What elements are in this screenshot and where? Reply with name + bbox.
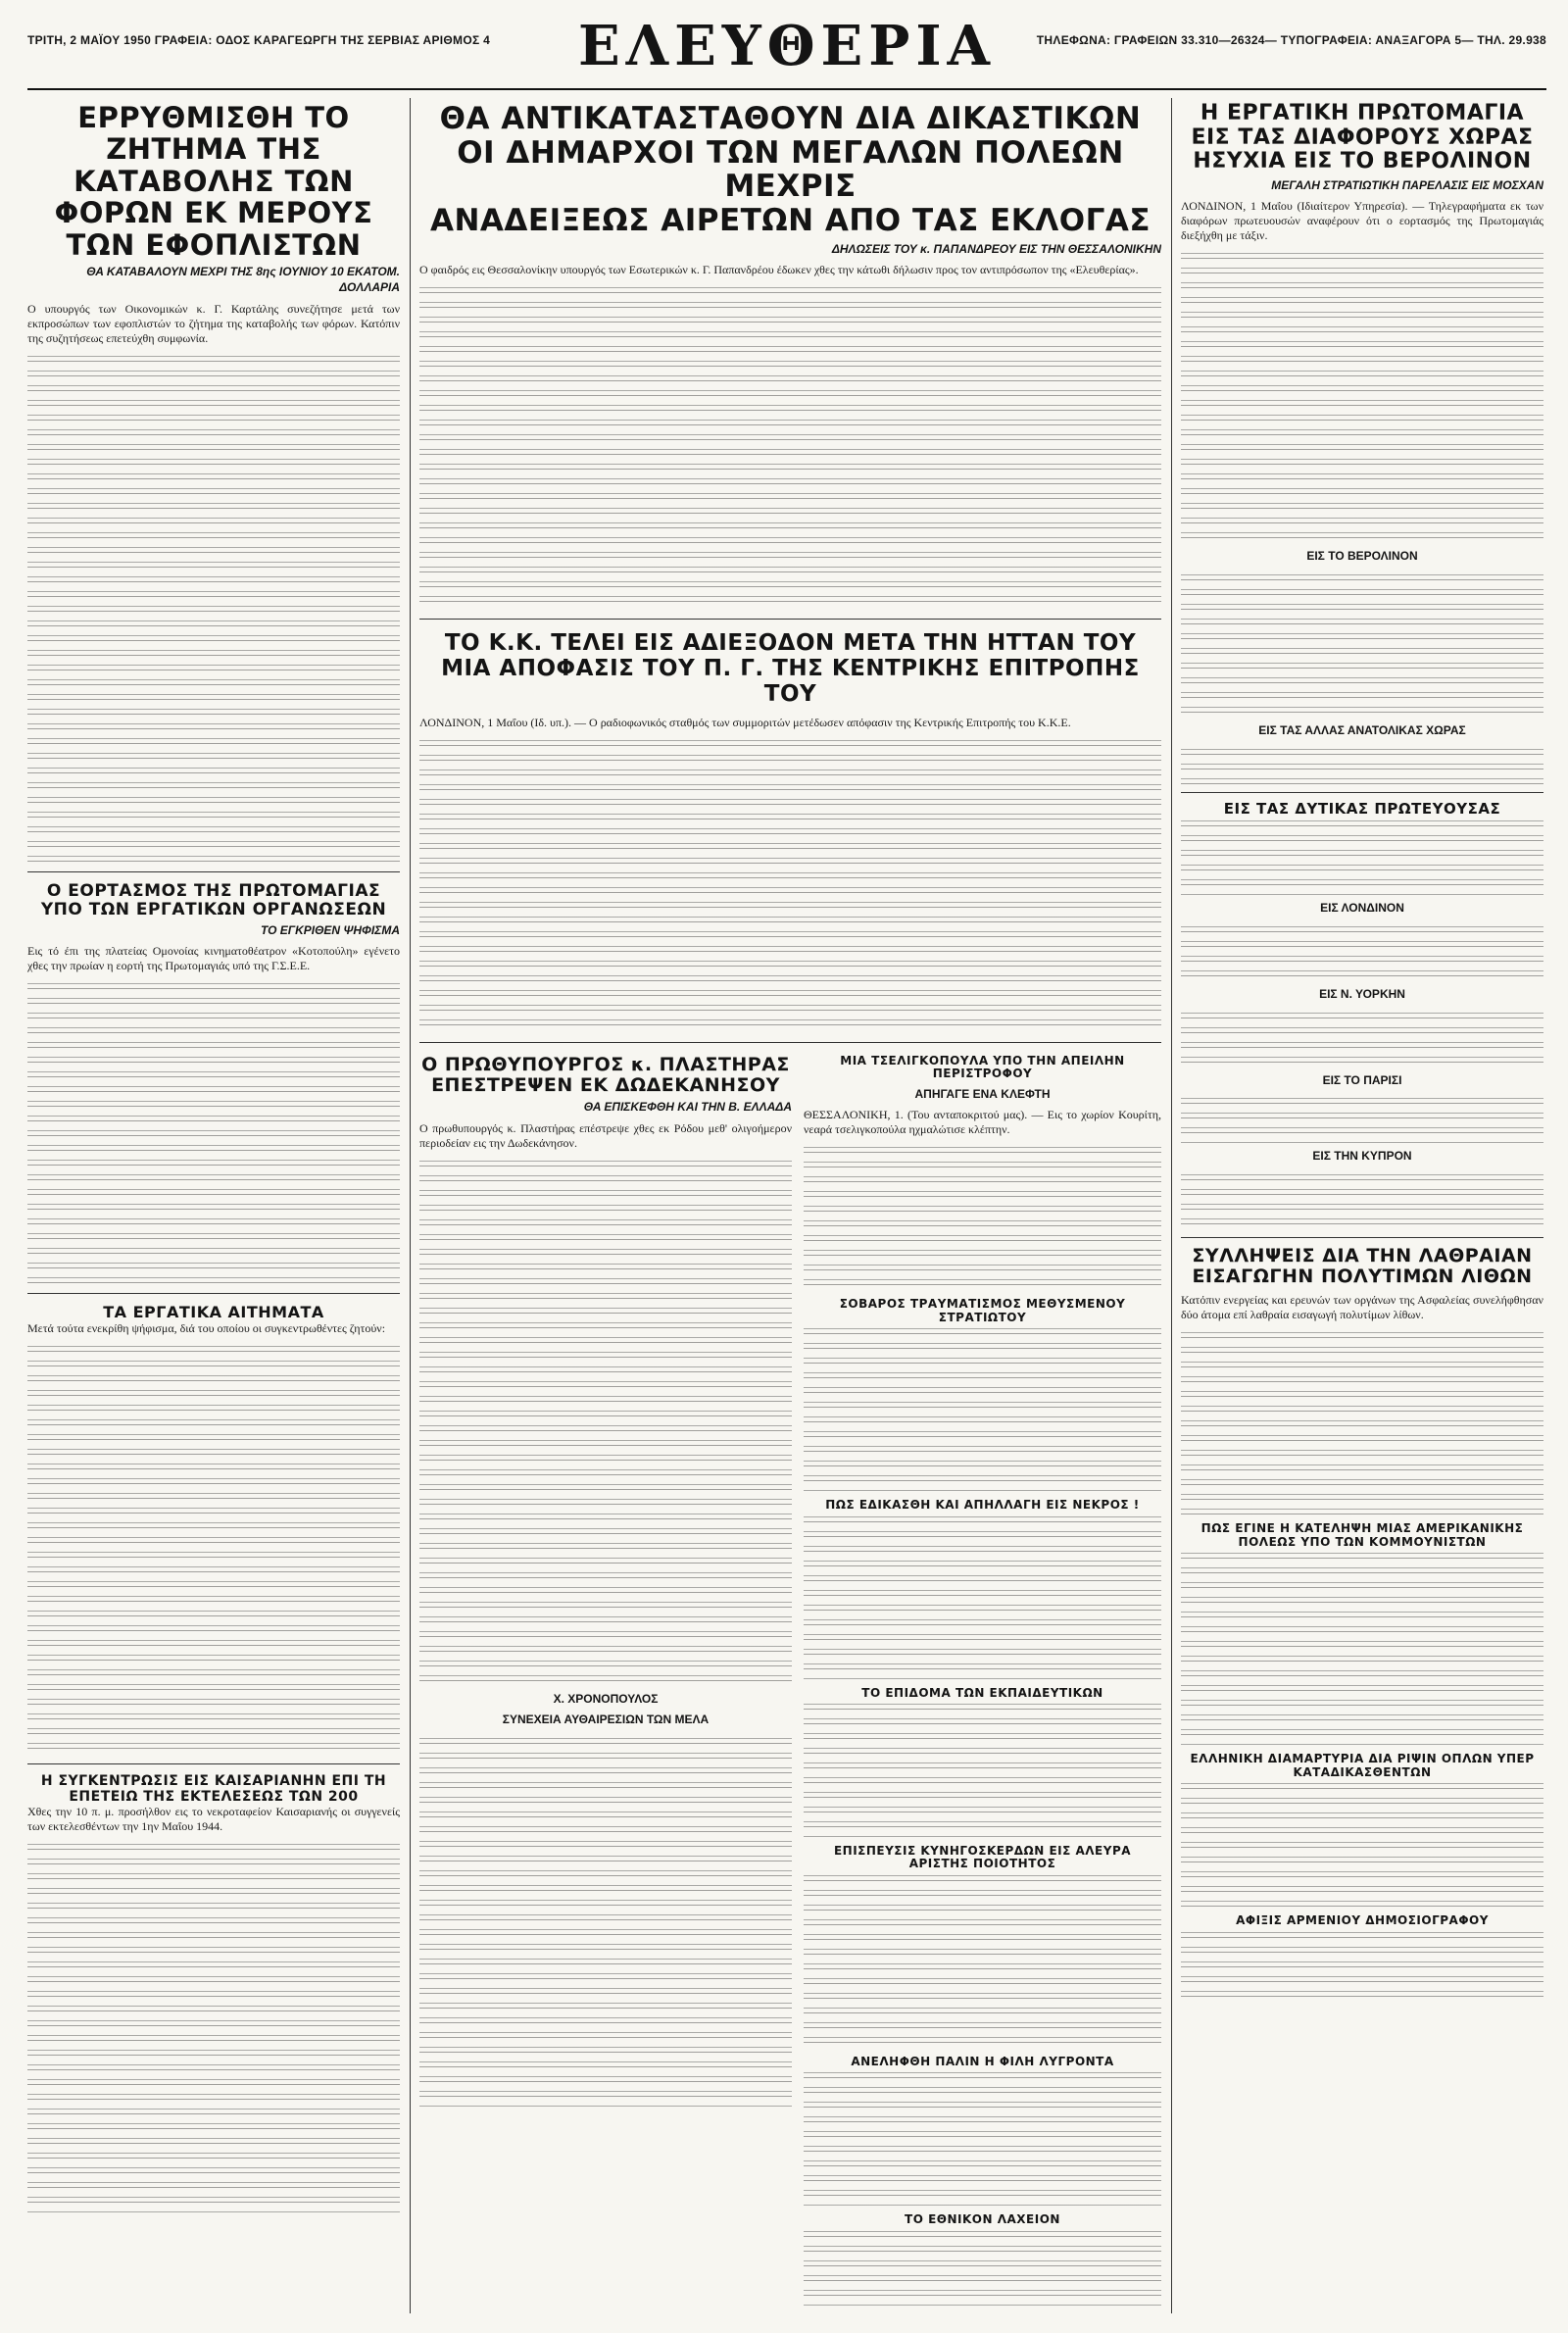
- article-text-block: [419, 283, 1161, 607]
- masthead: [27, 12, 1546, 90]
- column-rule: [1171, 98, 1172, 2313]
- article-text-block: [1181, 1009, 1544, 1067]
- article-text-block: [804, 1871, 1161, 2048]
- subheadline-resolution: ΤΟ ΕΓΚΡΙΘΕΝ ΨΗΦΙΣΜΑ: [260, 922, 400, 937]
- headline-mayors-line1: ΘΑ ΑΝΤΙΚΑΤΑΣΤΑΘΟΥΝ ΔΙΑ ΔΙΚΑΣΤΙΚΩΝ: [439, 102, 1142, 136]
- signature: Χ. ΧΡΟΝΟΠΟΥΛΟΣ: [553, 1691, 659, 1706]
- masthead-date-address: ΤΡΙΤΗ, 2 ΜΑΪΟΥ 1950 ΓΡΑΦΕΙΑ: ΟΔΟΣ ΚΑΡΑΓΕΩΡΓΗ ΤΗΣ ΣΕΡΒΙΑΣ ΑΡΙΘΜΟΣ 4: [27, 33, 491, 47]
- headline-kke-deadend-line1: ΤΟ Κ.Κ. ΤΕΛΕΙ ΕΙΣ ΑΔΙΕΞΟΔΟΝ ΜΕΤΑ ΤΗΝ ΗΤΤΑΝ ΤΟΥ: [444, 630, 1137, 657]
- article-text-block: [1181, 817, 1544, 895]
- column-rule: [410, 98, 411, 2313]
- article-text-block: [419, 736, 1161, 1030]
- section-label-berlin: ΕΙΣ ΤΟ ΒΕΡΟΛΙΝΟΝ: [1306, 549, 1418, 564]
- right-column: [1181, 102, 1544, 2308]
- headline-flour: ΕΠΙΣΠΕΥΣΙΣ ΚΥΝΗΓΟΣΚΕΡΔΩΝ ΕΙΣ ΑΛΕΥΡΑ ΑΡΙΣΤΗΣ ΠΟΙΟΤΗΤΟΣ: [833, 1843, 1132, 1871]
- article-text-block: [419, 1734, 792, 2107]
- divider: [27, 871, 400, 872]
- headline-kke-deadend-line2: ΜΙΑ ΑΠΟΦΑΣΙΣ ΤΟΥ Π. Γ. ΤΗΣ ΚΕΝΤΡΙΚΗΣ ΕΠΙΤΡΟΠΗΣ ΤΟΥ: [441, 656, 1140, 707]
- headline-teachers-allowance: ΤΟ ΕΠΙΔΟΜΑ ΤΩΝ ΕΚΠΑΙΔΕΥΤΙΚΩΝ: [861, 1685, 1103, 1700]
- article-text-block: [27, 979, 400, 1283]
- article-text: Κατόπιν ενεργείας και ερευνών των οργάνων της Ασφαλείας συνελήφθησαν δύο άτομα επί λαθραία εισαγωγή πολυτίμων λίθων.: [1181, 1293, 1544, 1322]
- article-text-block: [1181, 249, 1544, 543]
- article-text-block: [804, 1143, 1161, 1290]
- article-text-block: [419, 1157, 792, 1686]
- article-text-block: [1181, 1779, 1544, 1907]
- article-text-block: [1181, 571, 1544, 718]
- headline-mayors-line3: ΑΝΑΔΕΙΞΕΩΣ ΑΙΡΕΤΩΝ ΑΠΟ ΤΑΣ ΕΚΛΟΓΑΣ: [429, 203, 1152, 239]
- subheadline-shepherdess: ΑΠΗΓΑΓΕ ΕΝΑ ΚΛΕΦΤΗ: [914, 1086, 1051, 1101]
- section-label-paris: ΕΙΣ ΤΟ ΠΑΡΙΣΙ: [1322, 1072, 1402, 1087]
- headline-armenian-journalist: ΑΦΙΞΙΣ ΑΡΜΕΝΙΟΥ ΔΗΜΟΣΙΟΓΡΑΦΟΥ: [1236, 1913, 1489, 1928]
- headline-greek-protest: ΕΛΛΗΝΙΚΗ ΔΙΑΜΑΡΤΥΡΙΑ ΔΙΑ ΡΙΨΙΝ ΟΠΛΩΝ ΥΠΕΡ ΚΑΤΑΔΙΚΑΣΘΕΝΤΩΝ: [1190, 1752, 1535, 1779]
- divider: [419, 619, 1161, 620]
- article-text: ΛΟΝΔΙΝΟΝ, 1 Μαΐου (Ιδ. υπ.). — Ο ραδιοφωνικός σταθμός των συμμοριτών μετέδωσεν απόφασιν της Κεντρικής Επιτροπής του Κ.Κ.Ε.: [419, 715, 1071, 729]
- divider: [1181, 1237, 1544, 1238]
- headline-american-town: ΠΩΣ ΕΓΙΝΕ Η ΚΑΤΕΛΗΨΗ ΜΙΑΣ ΑΜΕΡΙΚΑΝΙΚΗΣ ΠΟΛΕΩΣ ΥΠΟ ΤΩΝ ΚΟΜΜΟΥΝΙΣΤΩΝ: [1200, 1521, 1524, 1549]
- article-text: Ο φαιδρός εις Θεσσαλονίκην υπουργός των Εσωτερικών κ. Γ. Παπανδρέου έδωκεν χθες την κάτωθι δήλωσιν προς τον αντιπρόσωπον της «Ελευθερίας».: [419, 263, 1139, 277]
- article-text-block: [27, 1840, 400, 2212]
- article-text-block: [804, 2227, 1161, 2306]
- article-text-block: [1181, 1328, 1544, 1514]
- article-text-block: [27, 1342, 400, 1754]
- article-text: Εις τό έπι της πλατείας Ομονοίας κινηματοθέατρον «Κοτοπούλη» εγένετο χθες την πρωίαν η εορτή της Πρωτομαγιάς υπό της Γ.Σ.Ε.Ε.: [27, 944, 400, 973]
- divider: [419, 1042, 1161, 1043]
- divider: [1181, 792, 1544, 793]
- article-text-block: [27, 352, 400, 862]
- headline-kaisariani-gathering: Η ΣΥΓΚΕΝΤΡΩΣΙΣ ΕΙΣ ΚΑΙΣΑΡΙΑΝΗΝ ΕΠΙ ΤΗ ΕΠΕΤΕΙΩ ΤΗΣ ΕΚΤΕΛΕΣΕΩΣ ΤΩΝ 200: [40, 1773, 387, 1805]
- article-text-block: [1181, 1170, 1544, 1229]
- article-text-block: [1181, 1928, 1544, 1997]
- subheadline-moscow-parade: ΜΕΓΑΛΗ ΣΤΡΑΤΙΩΤΙΚΗ ΠΑΡΕΛΑΣΙΣ ΕΙΣ ΜΟΣΧΑΝ: [1271, 177, 1544, 192]
- headline-mayday-celebration: Ο ΕΟΡΤΑΣΜΟΣ ΤΗΣ ΠΡΩΤΟΜΑΓΙΑΣ ΥΠΟ ΤΩΝ ΕΡΓΑΤΙΚΩΝ ΟΡΓΑΝΩΣΕΩΝ: [40, 880, 387, 919]
- section-label-eastern: ΕΙΣ ΤΑΣ ΑΛΛΑΣ ΑΝΑΤΟΛΙΚΑΣ ΧΩΡΑΣ: [1258, 723, 1466, 738]
- article-text-block: [1181, 1549, 1544, 1745]
- headline-western-capitals: ΕΙΣ ΤΑΣ ΔΥΤΙΚΑΣ ΠΡΩΤΕΥΟΥΣΑΣ: [1223, 799, 1501, 818]
- article-text: Μετά τούτα ενεκρίθη ψήφισμα, διά του οποίου οι συγκεντρωθέντες ζητούν:: [27, 1321, 386, 1336]
- article-text: Ο πρωθυπουργός κ. Πλαστήρας επέστρεψε χθες εκ Ρόδου μεθ' ολιγοήμερον περιοδείαν εις την Δωδεκάνησον.: [419, 1120, 792, 1150]
- article-text: Ο υπουργός των Οικονομικών κ. Γ. Καρτάλης συνεζήτησε μετά των εκπροσώπων των εφοπλιστών το ζήτημα της καταβολής των φόρων. Κατόπιν της συζητήσεως επετεύχθη συμφωνία.: [27, 301, 400, 345]
- headline-acquitted-dead: ΠΩΣ ΕΔΙΚΑΣΘΗ ΚΑΙ ΑΠΗΛΛΑΓΗ ΕΙΣ ΝΕΚΡΟΣ !: [825, 1498, 1140, 1513]
- headline-pm-returned: Ο ΠΡΩΘΥΠΟΥΡΓΟΣ κ. ΠΛΑΣΤΗΡΑΣ ΕΠΕΣΤΡΕΨΕΝ ΕΚ ΔΩΔΕΚΑΝΗΣΟΥ: [421, 1053, 790, 1096]
- headline-national-lottery: ΤΟ ΕΘΝΙΚΟΝ ΛΑΧΕΙΟΝ: [905, 2212, 1060, 2227]
- subheadline-shipowners: ΘΑ ΚΑΤΑΒΑΛΟΥΝ ΜΕΧΡΙ ΤΗΣ 8ης ΙΟΥΝΙΟΥ 10 ΕΚΑΤΟΜ. ΔΟΛΛΑΡΙΑ: [86, 265, 400, 294]
- center-column: [419, 102, 1161, 2308]
- article-text: ΘΕΣΣΑΛΟΝΙΚΗ, 1. (Του ανταποκριτού μας). — Εις το χωρίον Κουρίτη, νεαρά τσελιγκοπούλα ηχμαλώτισε κλέπτην.: [804, 1108, 1161, 1137]
- headline-mayors-line2: ΟΙ ΔΗΜΑΡΧΟΙ ΤΩΝ ΜΕΓΑΛΩΝ ΠΟΛΕΩΝ ΜΕΧΡΙΣ: [457, 134, 1124, 205]
- article-text-block: [804, 1513, 1161, 1679]
- headline-mayday-abroad: Η ΕΡΓΑΤΙΚΗ ΠΡΩΤΟΜΑΓΙΑ ΕΙΣ ΤΑΣ ΔΙΑΦΟΡΟΥΣ ΧΩΡΑΣ ΗΣΥΧΙΑ ΕΙΣ ΤΟ ΒΕΡΟΛΙΝΟΝ: [1191, 102, 1534, 174]
- headline-shepherdess: ΜΙΑ ΤΣΕΛΙΓΚΟΠΟΥΛΑ ΥΠΟ ΤΗΝ ΑΠΕΙΛΗΝ ΠΕΡΙΣΤΡΟΦΟΥ: [840, 1053, 1125, 1081]
- divider: [27, 1763, 400, 1764]
- article-text-block: [1181, 1094, 1544, 1143]
- continuation-heading: ΣΥΝΕΧΕΙΑ ΑΥΘΑΙΡΕΣΙΩΝ ΤΩΝ ΜΕΛΑ: [502, 1713, 710, 1727]
- divider: [27, 1293, 400, 1294]
- headline-labor-demands: ΤΑ ΕΡΓΑΤΙΚΑ ΑΙΤΗΜΑΤΑ: [103, 1303, 324, 1322]
- subheadline-papandreou: ΔΗΛΩΣΕΙΣ ΤΟΥ κ. ΠΑΠΑΝΔΡΕΟΥ ΕΙΣ ΤΗΝ ΘΕΣΣΑΛΟΝΙΚΗΝ: [831, 241, 1161, 256]
- article-text: Χθες την 10 π. μ. προσήλθον εις το νεκροταφείον Καισαριανής οι συγγενείς των εκτελεσθέντων την 1ην Μαΐου 1944.: [27, 1805, 400, 1834]
- headline-shipowners-taxes: ΕΡΡΥΘΜΙΣΘΗ ΤΟ ΖΗΤΗΜΑ ΤΗΣ ΚΑΤΑΒΟΛΗΣ ΤΩΝ ΦΟΡΩΝ ΕΚ ΜΕΡΟΥΣ ΤΩΝ ΕΦΟΠΛΙΣΤΩΝ: [54, 102, 373, 262]
- section-label-new-york: ΕΙΣ Ν. ΥΟΡΚΗΝ: [1319, 987, 1405, 1002]
- section-label-cyprus: ΕΙΣ ΤΗΝ ΚΥΠΡΟΝ: [1312, 1149, 1412, 1164]
- newspaper-title: ΕΛΕΥΘΕΡΙΑ: [577, 14, 996, 78]
- headline-soldier-injury: ΣΟΒΑΡΟΣ ΤΡΑΥΜΑΤΙΣΜΟΣ ΜΕΘΥΣΜΕΝΟΥ ΣΤΡΑΤΙΩΤΟΥ: [839, 1297, 1126, 1324]
- article-text: ΛΟΝΔΙΝΟΝ, 1 Μαΐου (Ιδιαίτερον Υπηρεσία). — Τηλεγραφήματα εκ των διαφόρων πρωτευουσών αναφέρουν ότι ο εορτασμός της Πρωτομαγιάς διεξήχθη με τάξιν.: [1181, 199, 1544, 243]
- section-label-london: ΕΙΣ ΛΟΝΔΙΝΟΝ: [1320, 901, 1404, 916]
- headline-gem-smuggling: ΣΥΛΛΗΨΕΙΣ ΔΙΑ ΤΗΝ ΛΑΘΡΑΙΑΝ ΕΙΣΑΓΩΓΗΝ ΠΟΛΥΤΙΜΩΝ ΛΙΘΩΝ: [1192, 1244, 1533, 1288]
- article-text-block: [804, 1324, 1161, 1491]
- left-column: [27, 102, 400, 2308]
- article-text-block: [1181, 745, 1544, 784]
- headline-resumed: ΑΝΕΛΗΦΘΗ ΠΑΛΙΝ Η ΦΙΛΗ ΛΥΓΡΟΝΤΑ: [851, 2054, 1114, 2068]
- article-text-block: [804, 1700, 1161, 1837]
- subheadline-pm: ΘΑ ΕΠΙΣΚΕΦΘΗ ΚΑΙ ΤΗΝ Β. ΕΛΛΑΔΑ: [583, 1100, 792, 1115]
- article-text-block: [804, 2068, 1161, 2206]
- masthead-phones: ΤΗΛΕΦΩΝΑ: ΓΡΑΦΕΙΩΝ 33.310—26324— ΤΥΠΟΓΡΑΦΕΙΑ: ΑΝΑΞΑΓΟΡΑ 5— ΤΗΛ. 29.938: [1036, 33, 1546, 47]
- article-text-block: [1181, 922, 1544, 981]
